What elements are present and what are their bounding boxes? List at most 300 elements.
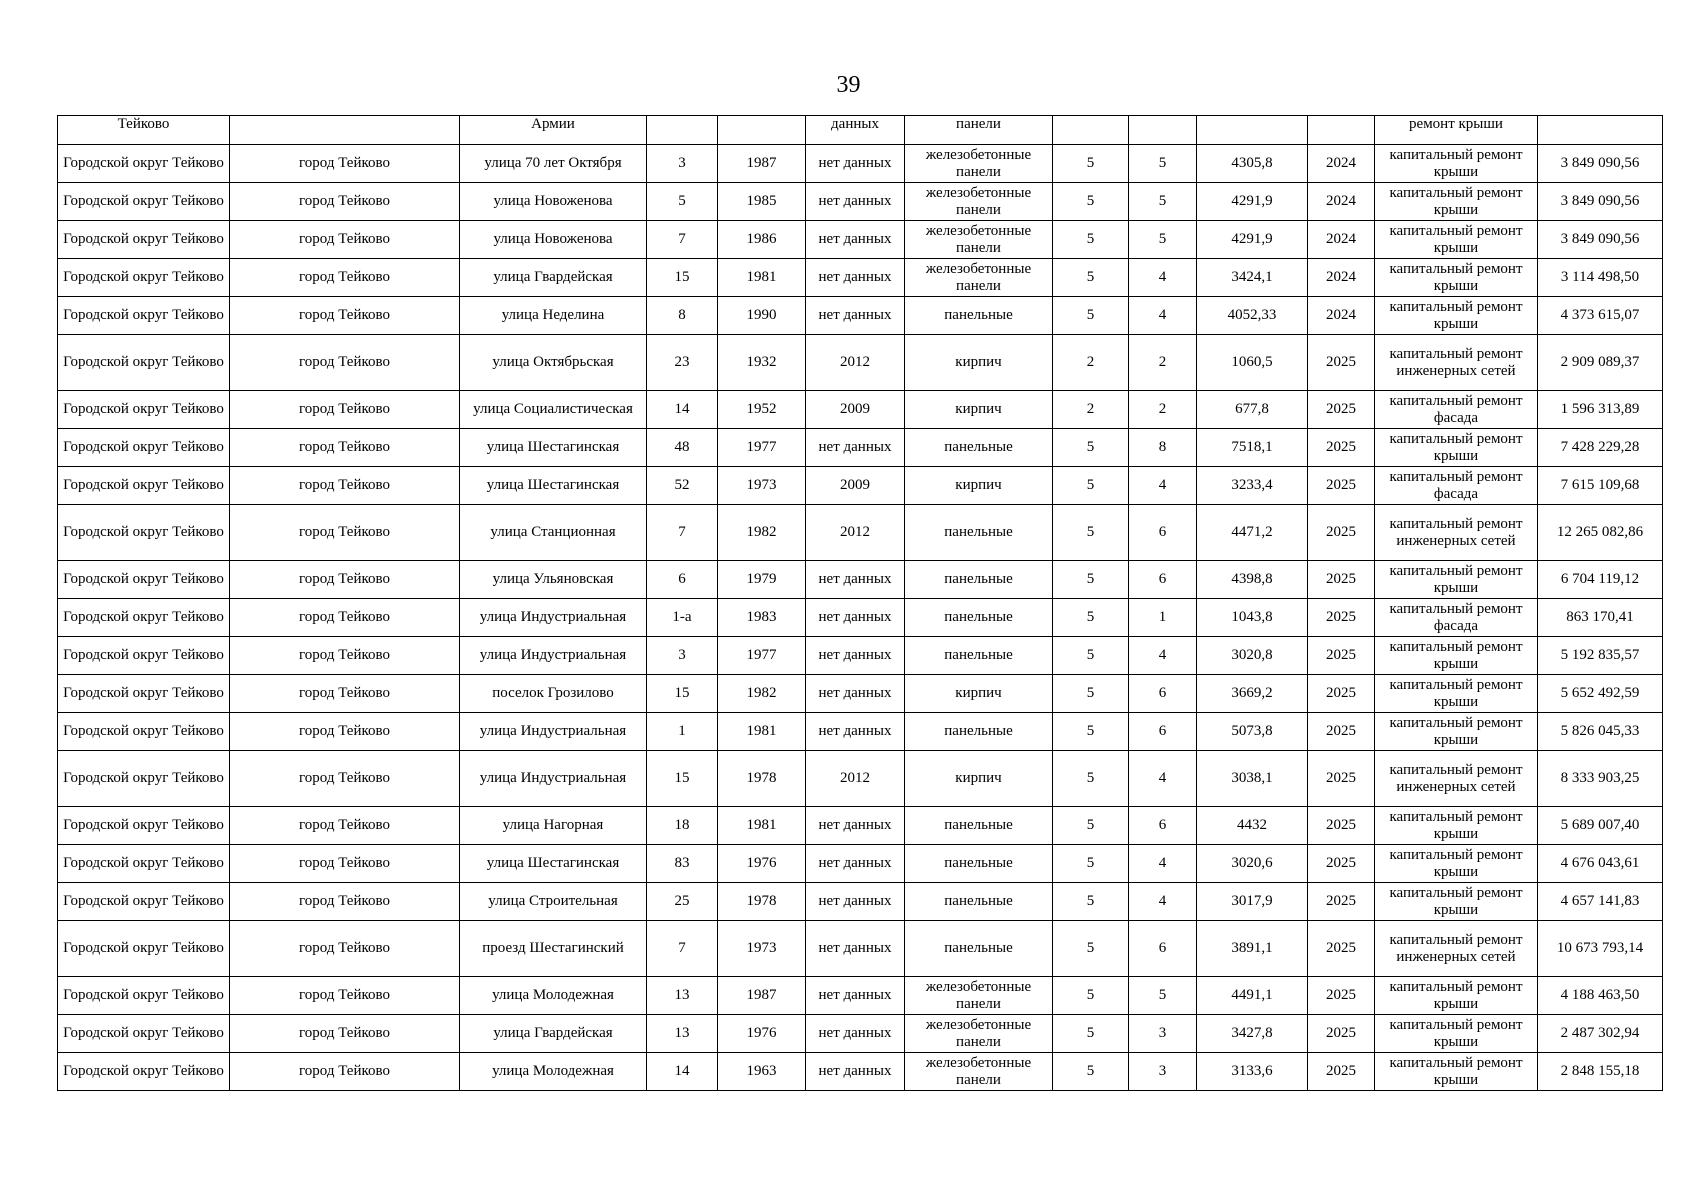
cell-work-type: капитальный ремонт крыши [1375,713,1538,751]
cell-year-built: 1982 [718,505,806,561]
cell-wall-material: панельные [905,599,1053,637]
cell-entrances: 4 [1129,845,1197,883]
cell-cost: 2 848 155,18 [1538,1053,1663,1091]
cell-settlement: город Тейково [230,1015,460,1053]
cell-work-type: капитальный ремонт крыши [1375,883,1538,921]
table-row [58,297,1663,335]
cell-house-number: 1-а [647,599,718,637]
cell-cost: 12 265 082,86 [1538,505,1663,561]
table-row [58,1053,1663,1091]
cell-settlement: город Тейково [230,977,460,1015]
cell-settlement: город Тейково [230,637,460,675]
cell-year-built: 1982 [718,675,806,713]
cell-settlement: город Тейково [230,713,460,751]
cell-planned-year: 2025 [1308,599,1375,637]
cell-house-number: 7 [647,221,718,259]
cell-floors: 5 [1053,505,1129,561]
cell-municipality: Городской округ Тейково [58,221,230,259]
cell-settlement: город Тейково [230,751,460,807]
cell-wall-material: панельные [905,297,1053,335]
cell-planned-year: 2025 [1308,713,1375,751]
cell-municipality: Городской округ Тейково [58,259,230,297]
cell-cost: 10 673 793,14 [1538,921,1663,977]
cell-year-built: 1981 [718,713,806,751]
cell-entrances: 4 [1129,467,1197,505]
table-row [58,713,1663,751]
cell-municipality: Городской округ Тейково [58,145,230,183]
cell-last-repair-year: нет данных [806,977,905,1015]
cell-wall-material: панельные [905,921,1053,977]
table-row [58,807,1663,845]
cell-municipality: Городской округ Тейково [58,977,230,1015]
cell-settlement [230,116,460,145]
cell-wall-material: панельные [905,883,1053,921]
cell-total-area: 4291,9 [1197,221,1308,259]
cell-floors: 5 [1053,1053,1129,1091]
cell-total-area: 3133,6 [1197,1053,1308,1091]
cell-planned-year: 2025 [1308,1053,1375,1091]
table-row [58,467,1663,505]
cell-work-type: капитальный ремонт крыши [1375,977,1538,1015]
table-row [58,183,1663,221]
cell-wall-material: панельные [905,807,1053,845]
cell-entrances: 6 [1129,505,1197,561]
cell-last-repair-year: нет данных [806,297,905,335]
cell-year-built: 1977 [718,429,806,467]
cell-municipality: Тейково [58,116,230,145]
cell-floors: 5 [1053,183,1129,221]
cell-wall-material: железобетонные панели [905,183,1053,221]
cell-year-built: 1987 [718,145,806,183]
cell-floors: 5 [1053,429,1129,467]
cell-year-built [718,116,806,145]
cell-street: улица Индустриальная [460,713,647,751]
cell-year-built: 1978 [718,751,806,807]
cell-floors: 5 [1053,675,1129,713]
cell-house-number: 15 [647,675,718,713]
cell-street: проезд Шестагинский [460,921,647,977]
cell-last-repair-year: нет данных [806,259,905,297]
cell-wall-material: панельные [905,637,1053,675]
cell-street: улица Гвардейская [460,1015,647,1053]
cell-total-area: 4491,1 [1197,977,1308,1015]
cell-work-type: капитальный ремонт крыши [1375,675,1538,713]
cell-floors: 5 [1053,751,1129,807]
cell-floors: 5 [1053,561,1129,599]
cell-house-number: 52 [647,467,718,505]
cell-settlement: город Тейково [230,467,460,505]
cell-planned-year: 2025 [1308,977,1375,1015]
cell-last-repair-year: нет данных [806,713,905,751]
cell-wall-material: панели [905,116,1053,145]
cell-cost [1538,116,1663,145]
cell-settlement: город Тейково [230,429,460,467]
cell-entrances: 5 [1129,977,1197,1015]
cell-cost: 8 333 903,25 [1538,751,1663,807]
cell-street: улица Строительная [460,883,647,921]
cell-municipality: Городской округ Тейково [58,1015,230,1053]
cell-wall-material: железобетонные панели [905,1015,1053,1053]
cell-planned-year: 2025 [1308,391,1375,429]
cell-house-number: 1 [647,713,718,751]
cell-settlement: город Тейково [230,335,460,391]
cell-total-area: 1060,5 [1197,335,1308,391]
cell-settlement: город Тейково [230,145,460,183]
cell-settlement: город Тейково [230,183,460,221]
cell-year-built: 1987 [718,977,806,1015]
cell-floors: 5 [1053,845,1129,883]
cell-work-type: капитальный ремонт крыши [1375,561,1538,599]
cell-municipality: Городской округ Тейково [58,713,230,751]
cell-cost: 7 615 109,68 [1538,467,1663,505]
cell-total-area [1197,116,1308,145]
cell-work-type: капитальный ремонт крыши [1375,259,1538,297]
cell-floors: 5 [1053,599,1129,637]
cell-entrances [1129,116,1197,145]
cell-planned-year: 2025 [1308,335,1375,391]
cell-total-area: 3427,8 [1197,1015,1308,1053]
cell-year-built: 1978 [718,883,806,921]
cell-house-number: 13 [647,977,718,1015]
cell-wall-material: панельные [905,429,1053,467]
cell-year-built: 1952 [718,391,806,429]
cell-settlement: город Тейково [230,561,460,599]
cell-total-area: 3233,4 [1197,467,1308,505]
cell-entrances: 5 [1129,221,1197,259]
cell-year-built: 1985 [718,183,806,221]
cell-settlement: город Тейково [230,807,460,845]
cell-last-repair-year: нет данных [806,1053,905,1091]
cell-year-built: 1976 [718,845,806,883]
cell-house-number: 13 [647,1015,718,1053]
cell-municipality: Городской округ Тейково [58,429,230,467]
cell-last-repair-year: нет данных [806,675,905,713]
cell-floors: 5 [1053,883,1129,921]
cell-entrances: 2 [1129,391,1197,429]
cell-cost: 4 188 463,50 [1538,977,1663,1015]
cell-floors: 5 [1053,637,1129,675]
cell-settlement: город Тейково [230,505,460,561]
cell-cost: 2 909 089,37 [1538,335,1663,391]
cell-work-type: капитальный ремонт крыши [1375,807,1538,845]
cell-street: улица Неделина [460,297,647,335]
cell-cost: 3 849 090,56 [1538,221,1663,259]
cell-wall-material: железобетонные панели [905,1053,1053,1091]
cell-year-built: 1932 [718,335,806,391]
cell-floors: 5 [1053,259,1129,297]
cell-last-repair-year: нет данных [806,921,905,977]
cell-wall-material: панельные [905,713,1053,751]
cell-house-number: 3 [647,145,718,183]
cell-cost: 7 428 229,28 [1538,429,1663,467]
cell-year-built: 1976 [718,1015,806,1053]
table-row [58,335,1663,391]
cell-total-area: 4432 [1197,807,1308,845]
cell-street: улица Социалистическая [460,391,647,429]
cell-street: улица Шестагинская [460,845,647,883]
cell-settlement: город Тейково [230,675,460,713]
cell-floors: 2 [1053,391,1129,429]
cell-work-type: капитальный ремонт крыши [1375,845,1538,883]
cell-cost: 1 596 313,89 [1538,391,1663,429]
cell-total-area: 4305,8 [1197,145,1308,183]
cell-planned-year: 2025 [1308,675,1375,713]
cell-floors: 2 [1053,335,1129,391]
cell-municipality: Городской округ Тейково [58,845,230,883]
cell-wall-material: кирпич [905,675,1053,713]
cell-wall-material: панельные [905,845,1053,883]
cell-street: улица Октябрьская [460,335,647,391]
cell-house-number: 15 [647,751,718,807]
cell-cost: 863 170,41 [1538,599,1663,637]
cell-municipality: Городской округ Тейково [58,921,230,977]
cell-floors: 5 [1053,713,1129,751]
table-row [58,391,1663,429]
cell-floors: 5 [1053,807,1129,845]
cell-total-area: 3424,1 [1197,259,1308,297]
cell-municipality: Городской округ Тейково [58,883,230,921]
cell-cost: 4 373 615,07 [1538,297,1663,335]
cell-entrances: 8 [1129,429,1197,467]
table-row [58,599,1663,637]
cell-settlement: город Тейково [230,599,460,637]
cell-planned-year: 2024 [1308,297,1375,335]
cell-last-repair-year: 2009 [806,467,905,505]
cell-municipality: Городской округ Тейково [58,561,230,599]
cell-total-area: 3020,6 [1197,845,1308,883]
table-row [58,1015,1663,1053]
cell-work-type: капитальный ремонт инженерных сетей [1375,505,1538,561]
cell-entrances: 5 [1129,145,1197,183]
cell-street: улица Молодежная [460,1053,647,1091]
cell-floors: 5 [1053,977,1129,1015]
cell-planned-year: 2025 [1308,561,1375,599]
cell-floors: 5 [1053,145,1129,183]
cell-total-area: 3669,2 [1197,675,1308,713]
table-row [58,921,1663,977]
cell-municipality: Городской округ Тейково [58,391,230,429]
cell-entrances: 4 [1129,883,1197,921]
cell-last-repair-year: 2012 [806,751,905,807]
cell-wall-material: панельные [905,561,1053,599]
cell-work-type: капитальный ремонт инженерных сетей [1375,921,1538,977]
cell-settlement: город Тейково [230,391,460,429]
cell-municipality: Городской округ Тейково [58,183,230,221]
cell-wall-material: железобетонные панели [905,145,1053,183]
cell-cost: 4 657 141,83 [1538,883,1663,921]
cell-settlement: город Тейково [230,845,460,883]
table-body [58,116,1663,1091]
cell-municipality: Городской округ Тейково [58,505,230,561]
cell-total-area: 3038,1 [1197,751,1308,807]
cell-cost: 5 826 045,33 [1538,713,1663,751]
cell-planned-year: 2024 [1308,221,1375,259]
cell-work-type: капитальный ремонт инженерных сетей [1375,751,1538,807]
cell-total-area: 4471,2 [1197,505,1308,561]
cell-street: улица Индустриальная [460,599,647,637]
cell-municipality: Городской округ Тейково [58,807,230,845]
cell-floors: 5 [1053,1015,1129,1053]
cell-cost: 3 849 090,56 [1538,183,1663,221]
cell-house-number [647,116,718,145]
cell-entrances: 5 [1129,183,1197,221]
cell-wall-material: кирпич [905,751,1053,807]
cell-last-repair-year: нет данных [806,637,905,675]
cell-year-built: 1990 [718,297,806,335]
cell-year-built: 1977 [718,637,806,675]
table-row [58,561,1663,599]
cell-house-number: 8 [647,297,718,335]
table-row [58,883,1663,921]
cell-house-number: 14 [647,1053,718,1091]
cell-last-repair-year: нет данных [806,1015,905,1053]
cell-house-number: 14 [647,391,718,429]
cell-floors: 5 [1053,467,1129,505]
cell-settlement: город Тейково [230,1053,460,1091]
cell-work-type: капитальный ремонт фасада [1375,391,1538,429]
cell-wall-material: кирпич [905,335,1053,391]
table-row [58,221,1663,259]
cell-year-built: 1973 [718,467,806,505]
cell-total-area: 7518,1 [1197,429,1308,467]
cell-street: улица Шестагинская [460,467,647,505]
cell-floors: 5 [1053,221,1129,259]
cell-last-repair-year: нет данных [806,183,905,221]
cell-year-built: 1983 [718,599,806,637]
cell-total-area: 4398,8 [1197,561,1308,599]
cell-last-repair-year: 2012 [806,505,905,561]
cell-wall-material: железобетонные панели [905,977,1053,1015]
cell-planned-year: 2025 [1308,467,1375,505]
cell-total-area: 4291,9 [1197,183,1308,221]
cell-planned-year: 2025 [1308,637,1375,675]
cell-settlement: город Тейково [230,921,460,977]
cell-entrances: 2 [1129,335,1197,391]
cell-year-built: 1979 [718,561,806,599]
cell-entrances: 6 [1129,561,1197,599]
cell-house-number: 15 [647,259,718,297]
cell-house-number: 18 [647,807,718,845]
table-row [58,845,1663,883]
cell-municipality: Городской округ Тейково [58,599,230,637]
cell-street: Армии [460,116,647,145]
cell-planned-year: 2025 [1308,845,1375,883]
cell-floors [1053,116,1129,145]
cell-municipality: Городской округ Тейково [58,637,230,675]
cell-wall-material: железобетонные панели [905,221,1053,259]
cell-planned-year: 2025 [1308,751,1375,807]
cell-house-number: 5 [647,183,718,221]
cell-work-type: капитальный ремонт крыши [1375,145,1538,183]
cell-work-type: капитальный ремонт крыши [1375,297,1538,335]
cell-wall-material: железобетонные панели [905,259,1053,297]
cell-planned-year: 2025 [1308,807,1375,845]
cell-street: улица Ульяновская [460,561,647,599]
cell-total-area: 3020,8 [1197,637,1308,675]
cell-last-repair-year: 2009 [806,391,905,429]
cell-settlement: город Тейково [230,221,460,259]
cell-year-built: 1963 [718,1053,806,1091]
cell-year-built: 1981 [718,259,806,297]
cell-street: улица Нагорная [460,807,647,845]
cell-work-type: ремонт крыши [1375,116,1538,145]
cell-house-number: 7 [647,921,718,977]
cell-planned-year: 2025 [1308,429,1375,467]
cell-work-type: капитальный ремонт крыши [1375,1015,1538,1053]
cell-cost: 5 689 007,40 [1538,807,1663,845]
cell-settlement: город Тейково [230,883,460,921]
cell-cost: 5 652 492,59 [1538,675,1663,713]
cell-work-type: капитальный ремонт крыши [1375,183,1538,221]
cell-cost: 2 487 302,94 [1538,1015,1663,1053]
cell-last-repair-year: нет данных [806,883,905,921]
cell-work-type: капитальный ремонт крыши [1375,429,1538,467]
cell-street: улица Молодежная [460,977,647,1015]
cell-entrances: 3 [1129,1015,1197,1053]
cell-house-number: 83 [647,845,718,883]
cell-last-repair-year: нет данных [806,145,905,183]
cell-entrances: 4 [1129,297,1197,335]
cell-street: улица Станционная [460,505,647,561]
cell-municipality: Городской округ Тейково [58,1053,230,1091]
cell-street: улица Индустриальная [460,637,647,675]
cell-entrances: 4 [1129,259,1197,297]
cell-year-built: 1986 [718,221,806,259]
cell-planned-year: 2025 [1308,1015,1375,1053]
table-row-continued [58,116,1663,145]
cell-cost: 4 676 043,61 [1538,845,1663,883]
cell-house-number: 23 [647,335,718,391]
cell-last-repair-year: нет данных [806,221,905,259]
repair-program-table [57,115,1663,1091]
cell-floors: 5 [1053,921,1129,977]
cell-cost: 3 849 090,56 [1538,145,1663,183]
cell-street: улица Индустриальная [460,751,647,807]
cell-total-area: 4052,33 [1197,297,1308,335]
cell-house-number: 7 [647,505,718,561]
cell-last-repair-year: 2012 [806,335,905,391]
cell-cost: 3 114 498,50 [1538,259,1663,297]
cell-entrances: 4 [1129,751,1197,807]
cell-street: улица Гвардейская [460,259,647,297]
cell-work-type: капитальный ремонт фасада [1375,599,1538,637]
cell-entrances: 6 [1129,921,1197,977]
cell-settlement: город Тейково [230,259,460,297]
cell-work-type: капитальный ремонт фасада [1375,467,1538,505]
cell-last-repair-year: нет данных [806,845,905,883]
cell-house-number: 48 [647,429,718,467]
cell-work-type: капитальный ремонт крыши [1375,1053,1538,1091]
table-row [58,505,1663,561]
cell-work-type: капитальный ремонт инженерных сетей [1375,335,1538,391]
cell-year-built: 1973 [718,921,806,977]
cell-house-number: 6 [647,561,718,599]
cell-planned-year: 2025 [1308,883,1375,921]
cell-total-area: 5073,8 [1197,713,1308,751]
cell-entrances: 1 [1129,599,1197,637]
cell-planned-year: 2025 [1308,505,1375,561]
cell-work-type: капитальный ремонт крыши [1375,637,1538,675]
cell-street: улица Шестагинская [460,429,647,467]
cell-floors: 5 [1053,297,1129,335]
table-row [58,977,1663,1015]
cell-entrances: 6 [1129,713,1197,751]
cell-municipality: Городской округ Тейково [58,297,230,335]
page-number: 39 [836,72,861,98]
cell-municipality: Городской округ Тейково [58,335,230,391]
cell-total-area: 1043,8 [1197,599,1308,637]
table-row [58,259,1663,297]
